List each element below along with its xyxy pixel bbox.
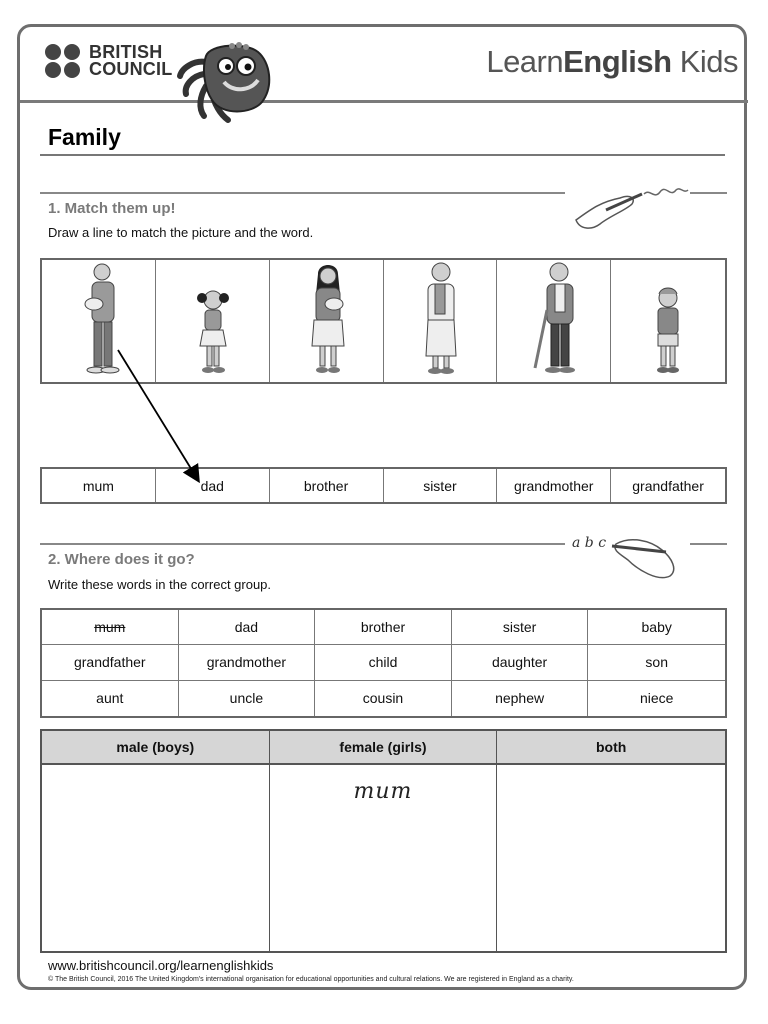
word-bank-item: dad (179, 610, 316, 645)
section2-divider (40, 543, 565, 545)
word-cell: grandfather (632, 477, 704, 494)
word-bank-item: daughter (452, 645, 589, 680)
logo-text-kids: Kids (671, 44, 738, 79)
group-area-male[interactable] (42, 765, 270, 951)
writing-hand-abc-icon (606, 530, 686, 582)
group-area-both[interactable] (497, 765, 725, 951)
group-header-both: both (497, 731, 725, 765)
word-bank-item: nephew (452, 681, 589, 716)
word-bank-item: grandmother (179, 645, 316, 680)
group-header-male: male (boys) (42, 731, 270, 765)
logo-text-english: English (563, 44, 672, 79)
word-cell: mum (42, 469, 156, 502)
word-bank-item: son (588, 645, 725, 680)
word-cell: brother (270, 469, 384, 502)
word-bank-item: cousin (315, 681, 452, 716)
word-bank (40, 608, 727, 718)
section2-divider-end (690, 543, 727, 545)
word-cell: sister (384, 469, 498, 502)
word-bank-item: aunt (42, 681, 179, 716)
footer-url: www.britishcouncil.org/learnenglishkids (48, 958, 274, 973)
section1-instruction: Draw a line to match the picture and the word. (48, 225, 314, 240)
word-cell: grandmother (497, 469, 611, 502)
word-bank-item: niece (639, 690, 674, 707)
bc-logo-line: BRITISH (89, 42, 163, 62)
example-answer: mum (353, 779, 413, 804)
logo-text-learn: Learn (486, 44, 564, 79)
section2-title: 2. Where does it go? (48, 551, 195, 568)
section2-instruction: Write these words in the correct group. (48, 577, 272, 592)
word-bank-item: baby (588, 610, 725, 645)
page-title: Family (48, 124, 121, 150)
word-bank-item: sister (452, 610, 589, 645)
bc-logo-line: COUNCIL (89, 59, 173, 79)
word-bank-item: brother (315, 610, 452, 645)
section1-title: 1. Match them up! (48, 200, 176, 217)
group-area-female[interactable] (270, 765, 498, 951)
abc-letters: a b c (572, 535, 607, 551)
word-bank-item: child (315, 645, 452, 680)
word-bank-item: mum (42, 610, 179, 645)
word-bank-item: grandfather (42, 645, 179, 680)
group-header-female: female (girls) (270, 731, 498, 765)
group-table (40, 729, 727, 953)
word-cell: dad (156, 469, 270, 502)
word-bank-item: uncle (179, 681, 316, 716)
footer-copyright: © The British Council, 2016 The United Kingdom's international organisation for educational opportunities and cultural relations. We are registered in England as a charity. (48, 976, 574, 983)
